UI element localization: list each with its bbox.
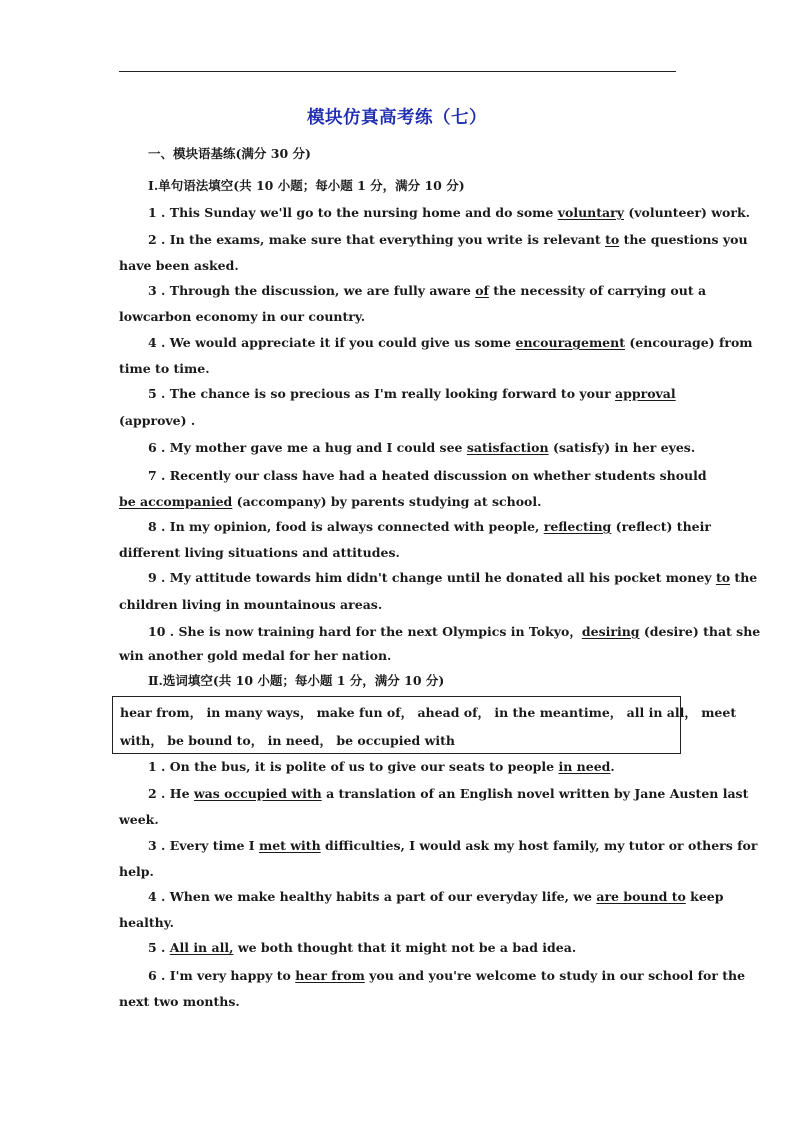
- answer: All in all,: [169, 940, 234, 955]
- question-6: 6 . My mother gave me a hug and I could see satisfaction (satisfy) in her eyes.: [148, 440, 696, 455]
- question-7: 7 . Recently our class have had a heated discussion on whether students should: [148, 468, 707, 483]
- question-3-continuation: lowcarbon economy in our country.: [119, 309, 366, 324]
- section-heading: 一、模块语基练(满分 30 分): [148, 146, 311, 161]
- fill-question-3: 3 . Every time I met with difficulties, I would ask my host family, my tutor or others for: [148, 838, 758, 853]
- part-i-heading: Ⅰ.单句语法填空(共 10 小题；每小题 1 分，满分 10 分): [148, 178, 465, 193]
- question-3: 3 . Through the discussion, we are fully aware of the necessity of carrying out a: [148, 283, 707, 298]
- fill-question-2: 2 . He was occupied with a translation of an English novel written by Jane Austen last: [148, 786, 749, 801]
- answer: desiring: [581, 624, 640, 639]
- header-rule: [119, 71, 676, 72]
- answer: satisfaction: [466, 440, 549, 455]
- fill-question-4-continuation: healthy.: [119, 915, 174, 930]
- word-bank-line-1: hear from， in many ways， make fun of， ahead of， in the meantime， all in all， meet: [120, 705, 737, 720]
- fill-question-5: 5 . All in all, we both thought that it might not be a bad idea.: [148, 940, 577, 955]
- question-5: 5 . The chance is so precious as I'm really looking forward to your approval: [148, 386, 676, 401]
- answer: of: [475, 283, 489, 298]
- answer: are bound to: [596, 889, 686, 904]
- fill-question-6-continuation: next two months.: [119, 994, 240, 1009]
- question-9: 9 . My attitude towards him didn't change until he donated all his pocket money to the: [148, 570, 758, 585]
- fill-question-6: 6 . I'm very happy to hear from you and you're welcome to study in our school for the: [148, 968, 746, 983]
- answer: to: [605, 232, 620, 247]
- answer: be accompanied: [119, 494, 233, 509]
- question-8: 8 . In my opinion, food is always connected with people, reflecting (reflect) their: [148, 519, 711, 534]
- answer: reflecting: [543, 519, 612, 534]
- answer: in need: [558, 759, 611, 774]
- word-bank-line-2: with， be bound to， in need， be occupied with: [120, 733, 455, 748]
- question-1: 1 . This Sunday we'll go to the nursing home and do some voluntary (volunteer) work.: [148, 205, 750, 220]
- answer: met with: [258, 838, 321, 853]
- part-ii-heading: Ⅱ.选词填空(共 10 小题；每小题 1 分，满分 10 分): [148, 673, 445, 688]
- answer: was occupied with: [193, 786, 322, 801]
- word-bank-box: [112, 696, 737, 754]
- question-8-continuation: different living situations and attitudes.: [119, 545, 400, 560]
- fill-question-2-continuation: week.: [119, 812, 159, 827]
- question-10: 10 . She is now training hard for the next Olympics in Tokyo，desiring (desire) that she: [148, 624, 761, 639]
- question-2-continuation: have been asked.: [119, 258, 239, 273]
- question-9-continuation: children living in mountainous areas.: [119, 597, 383, 612]
- question-5-continuation: (approve) .: [119, 413, 196, 428]
- answer: encouragement: [515, 335, 625, 350]
- page-title: 模块仿真高考练（七）: [307, 108, 487, 128]
- question-4: 4 . We would appreciate it if you could give us some encouragement (encourage) from: [148, 335, 753, 350]
- fill-question-4: 4 . When we make healthy habits a part of our everyday life, we are bound to keep: [148, 889, 724, 904]
- question-4-continuation: time to time.: [119, 361, 210, 376]
- fill-question-3-continuation: help.: [119, 864, 154, 879]
- answer: voluntary: [557, 205, 624, 220]
- answer: hear from: [295, 968, 365, 983]
- question-2: 2 . In the exams, make sure that everything you write is relevant to the questions you: [148, 232, 748, 247]
- answer: approval: [615, 386, 676, 401]
- question-10-continuation: win another gold medal for her nation.: [119, 648, 392, 663]
- fill-question-1: 1 . On the bus, it is polite of us to give our seats to people in need.: [148, 759, 615, 774]
- answer: to: [715, 570, 731, 585]
- question-7-continuation: be accompanied (accompany) by parents studying at school.: [119, 494, 542, 509]
